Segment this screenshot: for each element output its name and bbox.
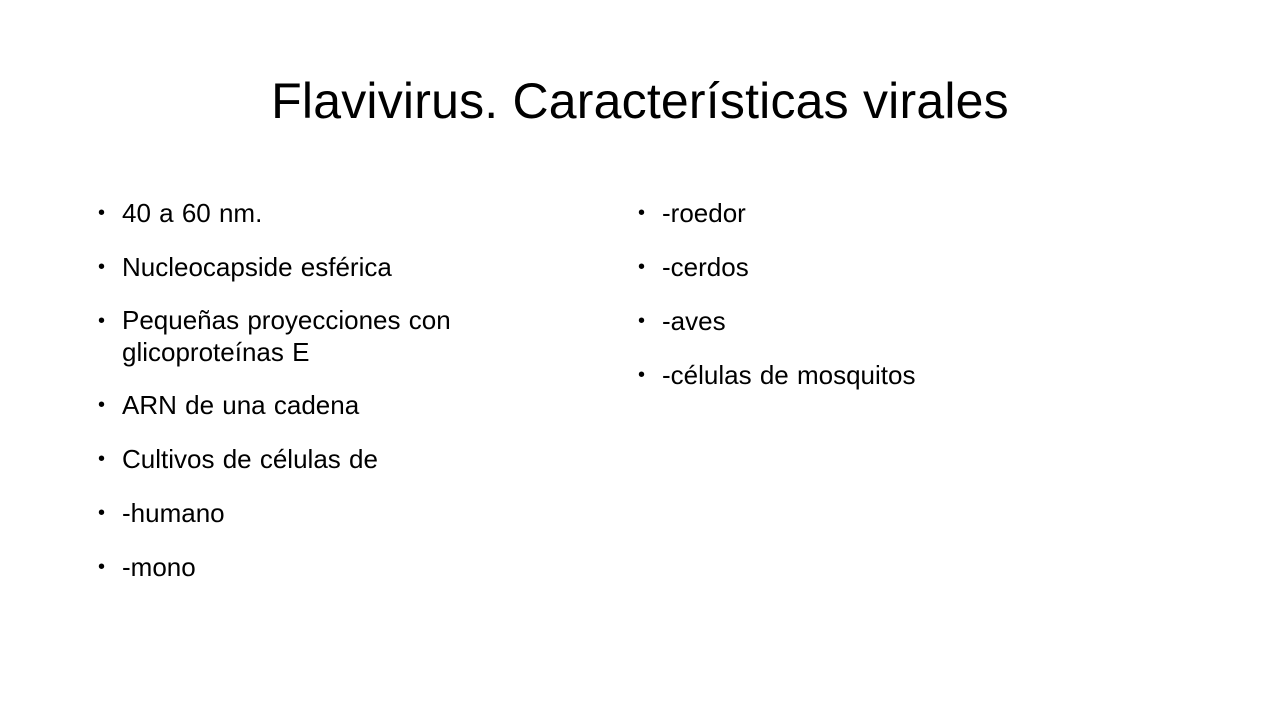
bullet-icon: • [98, 556, 106, 578]
list-item [98, 496, 578, 530]
bullet-icon: • [98, 394, 106, 416]
list-item [638, 304, 1158, 338]
list-item-text: 40 a 60 nm. [122, 198, 263, 228]
list-item [638, 250, 1158, 284]
list-item-text: ARN de una cadena [122, 390, 360, 420]
left-bullet-list [98, 196, 578, 604]
list-item-text: Pequeñas proyecciones con glicoproteínas E [122, 305, 451, 367]
list-item-text: -aves [662, 306, 726, 336]
bullet-icon: • [98, 202, 106, 224]
bullet-icon: • [98, 502, 106, 524]
list-item-text: Nucleocapside esférica [122, 252, 392, 282]
right-bullet-list [638, 196, 1158, 412]
list-item [638, 196, 1158, 230]
bullet-icon: • [98, 256, 106, 278]
bullet-icon: • [98, 448, 106, 470]
list-item-text: -roedor [662, 198, 746, 228]
bullet-icon: • [638, 256, 646, 278]
list-item [98, 388, 578, 422]
list-item-text: -humano [122, 498, 225, 528]
list-item-text: -cerdos [662, 252, 749, 282]
list-item [638, 358, 1158, 392]
bullet-icon: • [638, 202, 646, 224]
bullet-icon: • [638, 364, 646, 386]
list-item-text: -células de mosquitos [662, 360, 916, 390]
list-item [98, 196, 578, 230]
list-item-text: -mono [122, 552, 196, 582]
list-item [98, 442, 578, 476]
bullet-icon: • [98, 310, 106, 332]
slide-title: Flavivirus. Características virales [271, 73, 1009, 129]
list-item-text: Cultivos de células de [122, 444, 378, 474]
list-item [98, 550, 578, 584]
list-item [98, 304, 578, 368]
bullet-icon: • [638, 310, 646, 332]
list-item [98, 250, 578, 284]
